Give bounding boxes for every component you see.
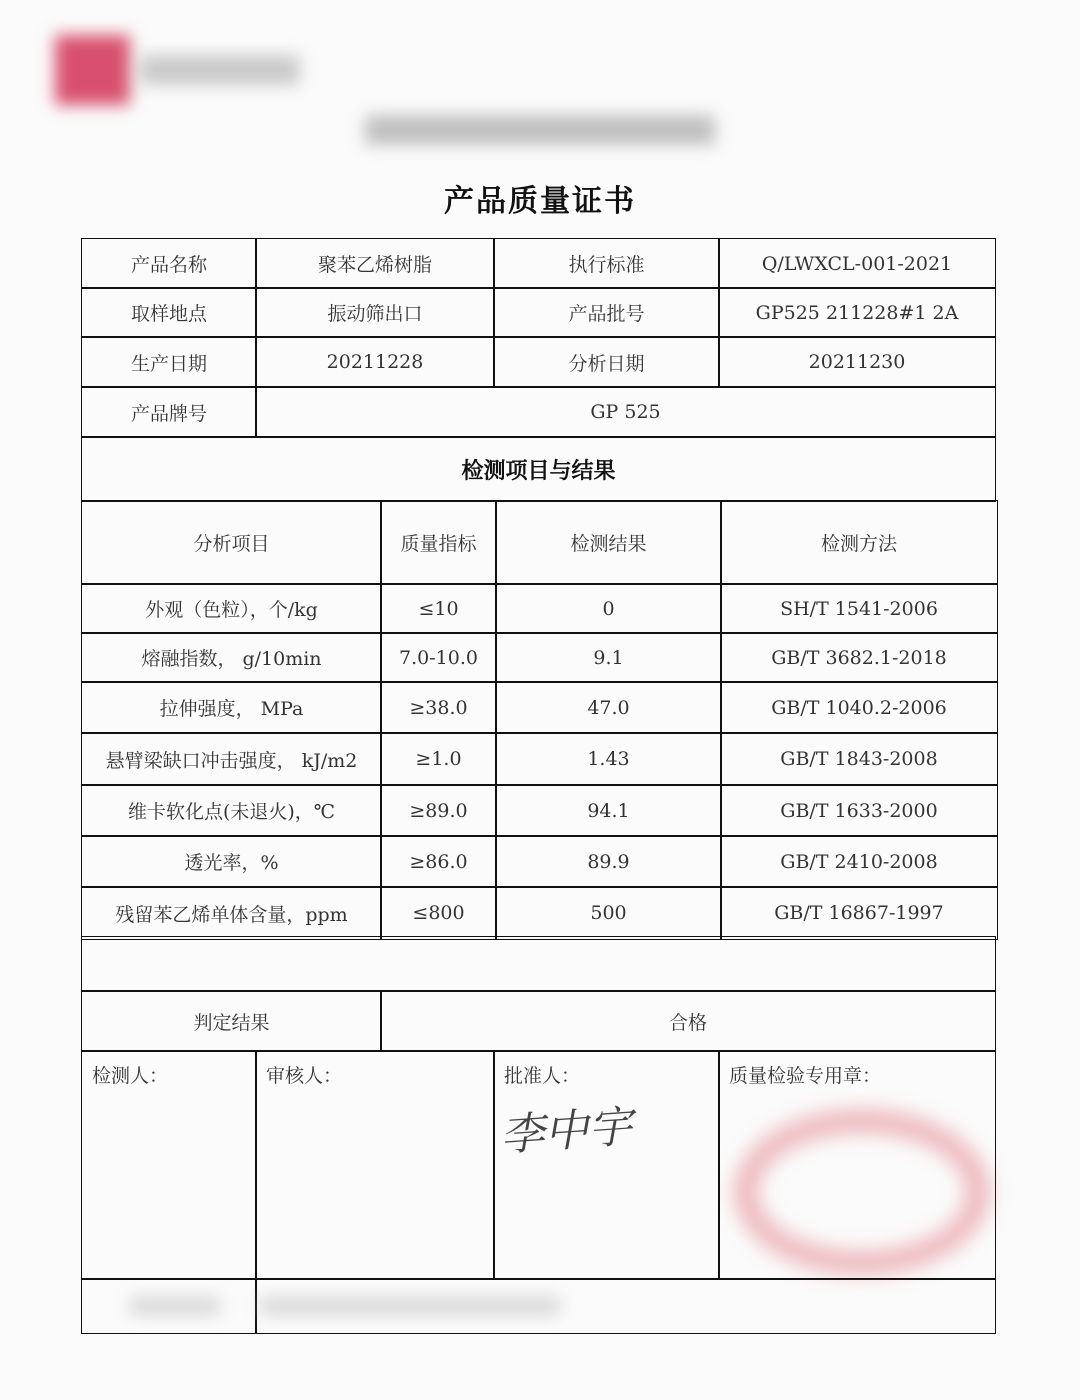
column-header-result: 检测结果: [495, 500, 722, 585]
approver-signature: 李中宇: [498, 1101, 634, 1162]
result-cell-spec: ≤800: [380, 886, 497, 940]
company-logo: [55, 35, 130, 105]
result-cell-method: GB/T 3682.1-2018: [720, 632, 998, 683]
result-cell-result: 94.1: [495, 784, 722, 837]
result-cell-spec: ≥38.0: [380, 681, 497, 734]
quality-stamp: [735, 1110, 989, 1274]
result-cell-result: 9.1: [495, 632, 722, 683]
label-production-date: 生产日期: [81, 336, 257, 388]
result-cell-spec: ≥86.0: [380, 835, 497, 888]
result-cell-item: 透光率，%: [81, 835, 382, 888]
value-sampling-site: 振动筛出口: [255, 287, 495, 338]
address-blurred: [365, 115, 715, 145]
label-batch: 产品批号: [493, 287, 720, 338]
column-header-spec: 质量指标: [380, 500, 497, 585]
column-header-method: 检测方法: [720, 500, 998, 585]
document-title: 产品质量证书: [444, 184, 636, 219]
approver-cell: 批准人：: [493, 1050, 720, 1280]
result-cell-result: 47.0: [495, 681, 722, 734]
result-cell-result: 0: [495, 583, 722, 634]
result-cell-item: 残留苯乙烯单体含量，ppm: [81, 886, 382, 940]
result-cell-item: 熔融指数， g/10min: [81, 632, 382, 683]
value-analysis-date: 20211230: [718, 336, 996, 388]
result-cell-method: GB/T 16867-1997: [720, 886, 998, 940]
result-cell-result: 500: [495, 886, 722, 940]
result-cell-method: GB/T 1633-2000: [720, 784, 998, 837]
reviewer-cell: 审核人：: [255, 1050, 495, 1280]
column-header-item: 分析项目: [81, 500, 382, 585]
result-cell-method: GB/T 1040.2-2006: [720, 681, 998, 734]
result-cell-result: 89.9: [495, 835, 722, 888]
footer-blur-1: [130, 1296, 220, 1316]
result-cell-method: SH/T 1541-2006: [720, 583, 998, 634]
inspector-cell: 检测人：: [81, 1050, 257, 1280]
value-batch: GP525 211228#1 2A: [718, 287, 996, 338]
company-name-blurred: [140, 55, 300, 85]
section-title: 检测项目与结果: [81, 436, 996, 502]
footer-blur-2: [260, 1296, 560, 1316]
result-cell-method: GB/T 2410-2008: [720, 835, 998, 888]
value-production-date: 20211228: [255, 336, 495, 388]
label-analysis-date: 分析日期: [493, 336, 720, 388]
empty-row: [81, 936, 996, 992]
value-standard: Q/LWXCL-001-2021: [718, 238, 996, 289]
value-product-name: 聚苯乙烯树脂: [255, 238, 495, 289]
label-product-name: 产品名称: [81, 238, 257, 289]
result-cell-item: 维卡软化点(未退火)，℃: [81, 784, 382, 837]
result-cell-method: GB/T 1843-2008: [720, 732, 998, 786]
result-cell-spec: ≥1.0: [380, 732, 497, 786]
result-cell-item: 悬臂梁缺口冲击强度， kJ/m2: [81, 732, 382, 786]
verdict-label: 判定结果: [81, 990, 382, 1052]
label-brand: 产品牌号: [81, 386, 257, 438]
result-cell-result: 1.43: [495, 732, 722, 786]
result-cell-spec: ≥89.0: [380, 784, 497, 837]
label-standard: 执行标准: [493, 238, 720, 289]
label-sampling-site: 取样地点: [81, 287, 257, 338]
result-cell-item: 外观（色粒），个/kg: [81, 583, 382, 634]
stamp-cell: 质量检验专用章：: [718, 1050, 996, 1280]
value-brand: GP 525: [255, 386, 996, 438]
result-cell-item: 拉伸强度， MPa: [81, 681, 382, 734]
result-cell-spec: ≤10: [380, 583, 497, 634]
result-cell-spec: 7.0-10.0: [380, 632, 497, 683]
verdict-value: 合格: [380, 990, 996, 1052]
